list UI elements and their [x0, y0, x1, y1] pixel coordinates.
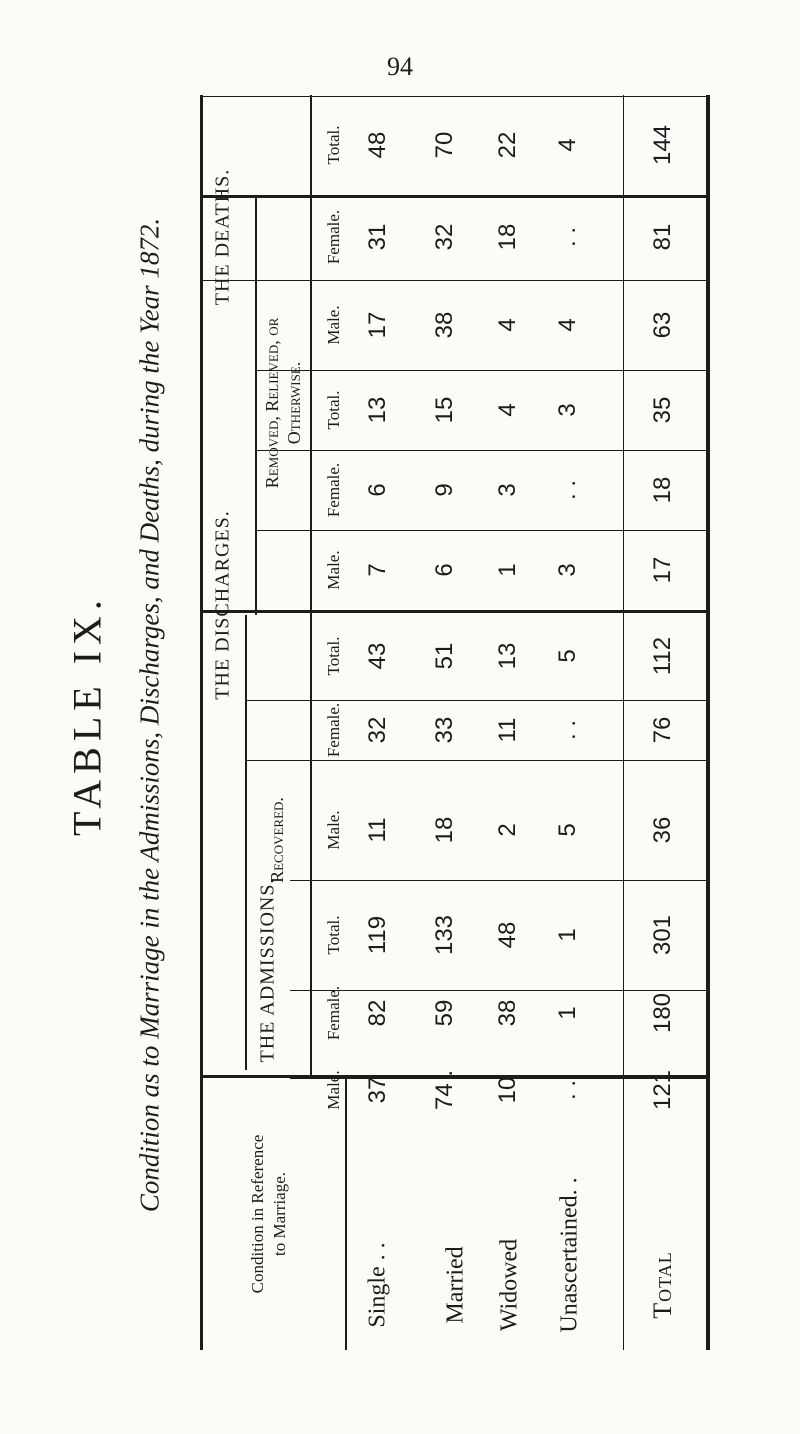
table-cell: 1: [554, 928, 581, 942]
column-header-deaths-female: Female.: [324, 209, 343, 265]
table-cell: 7: [364, 563, 391, 577]
table-cell: 4: [554, 138, 581, 152]
table-cell: 43: [364, 642, 391, 670]
group-recovered: Recovered.: [267, 797, 287, 883]
table-title: TABLE IX.: [64, 594, 110, 836]
table-cell: 4: [554, 318, 581, 332]
table-cell-total: 180: [649, 992, 676, 1034]
group-removed-line-2: Otherwise.: [284, 361, 304, 445]
column-header-recovered-male: Male.: [324, 810, 343, 850]
table-cell-total: 112: [649, 636, 676, 676]
table-cell: 13: [364, 396, 391, 424]
table-cell: 11: [364, 817, 391, 843]
table-cell: 33: [431, 716, 458, 744]
row-label-widowed: Widowed: [496, 1238, 523, 1332]
table-cell: . .: [554, 479, 581, 501]
column-header-removed-male: Male.: [324, 550, 343, 590]
table-cell: 133: [431, 914, 458, 956]
table-cell: 18: [494, 223, 521, 251]
group-removed-line-1: Removed, Relieved, or: [262, 317, 282, 489]
table-cell: 3: [554, 403, 581, 417]
table-cell: 74 .: [431, 1069, 458, 1111]
table-cell: 32: [431, 223, 458, 251]
table-cell: 119: [364, 915, 391, 955]
table-cell: 4: [494, 318, 521, 332]
group-discharges: THE DISCHARGES.: [211, 510, 234, 700]
row-label-unascertained: Unascertained. .: [556, 1177, 583, 1333]
table-cell: 13: [494, 642, 521, 670]
table-cell: 38: [431, 311, 458, 339]
table-cell: 2: [494, 823, 521, 837]
table-cell: 38: [494, 999, 521, 1027]
table-cell-total: 18: [649, 476, 676, 504]
table-cell: 51: [431, 642, 458, 670]
table-cell: 82: [364, 999, 391, 1027]
row-label-single: Single . .: [364, 1242, 391, 1328]
table-cell: 3: [494, 483, 521, 497]
table-cell: 5: [554, 823, 581, 837]
table-cell: 31: [364, 223, 391, 251]
table-cell: 1: [554, 1006, 581, 1020]
table-cell: 6: [431, 563, 458, 577]
table-cell: 4: [494, 403, 521, 417]
table-cell-total: 301: [649, 914, 676, 956]
column-header-recovered-female: Female.: [324, 702, 343, 758]
table-cell: 11: [494, 717, 521, 743]
table-cell-total: 81: [649, 223, 676, 251]
table-cell-total: 76: [649, 716, 676, 744]
table-cell: 22: [494, 131, 521, 159]
column-header-admissions-male: Male.: [324, 1070, 343, 1110]
table-subtitle: Condition as to Marriage in the Admissions, Discharges, and Deaths, during the Year 1872.: [134, 217, 165, 1213]
table-cell: 18: [431, 816, 458, 844]
table-cell-total: 63: [649, 311, 676, 339]
column-header-recovered-total: Total.: [324, 636, 343, 676]
table-cell: 32: [364, 716, 391, 744]
table-cell: 48: [364, 131, 391, 159]
stub-header: [247, 1135, 291, 1294]
column-header-removed-female: Female.: [324, 462, 343, 518]
table-cell: . .: [554, 719, 581, 741]
column-header-removed-total: Total.: [324, 390, 343, 430]
column-header-deaths-total: Total.: [324, 125, 343, 165]
table-cell: . .: [554, 226, 581, 248]
table-cell: 37: [364, 1076, 391, 1104]
table-cell: 15: [431, 396, 458, 424]
group-removed: [261, 318, 305, 489]
table-cell-total: 36: [649, 816, 676, 844]
table-cell: 1: [494, 563, 521, 577]
stub-header-line-1: Condition in Reference: [248, 1134, 267, 1294]
table-cell: 5: [554, 649, 581, 663]
table-cell: 17: [364, 311, 391, 339]
page-number: 94: [387, 52, 413, 81]
stub-header-line-2: to Marriage.: [270, 1171, 289, 1257]
column-header-deaths-male: Male.: [324, 305, 343, 345]
table-cell: 59: [431, 999, 458, 1027]
table-cell: 6: [364, 483, 391, 497]
group-admissions: THE ADMISSIONS.: [256, 877, 279, 1063]
table-cell: 9: [431, 483, 458, 497]
column-header-admissions-female: Female.: [324, 985, 343, 1041]
column-header-admissions-total: Total.: [324, 915, 343, 955]
group-deaths: THE DEATHS.: [211, 168, 234, 306]
table-cell-total: 144: [649, 124, 676, 166]
table-cell-total: 35: [649, 396, 676, 424]
table-cell: 3: [554, 563, 581, 577]
table-cell-total: 121: [649, 1069, 676, 1111]
table-cell: 70: [431, 131, 458, 159]
table-cell: . .: [554, 1079, 581, 1101]
table-cell-total: 17: [649, 556, 676, 584]
row-label-total: Total: [648, 1251, 677, 1319]
table-cell: 48: [494, 921, 521, 949]
row-label-married: Married: [442, 1246, 469, 1324]
table-cell: 10: [494, 1076, 521, 1104]
